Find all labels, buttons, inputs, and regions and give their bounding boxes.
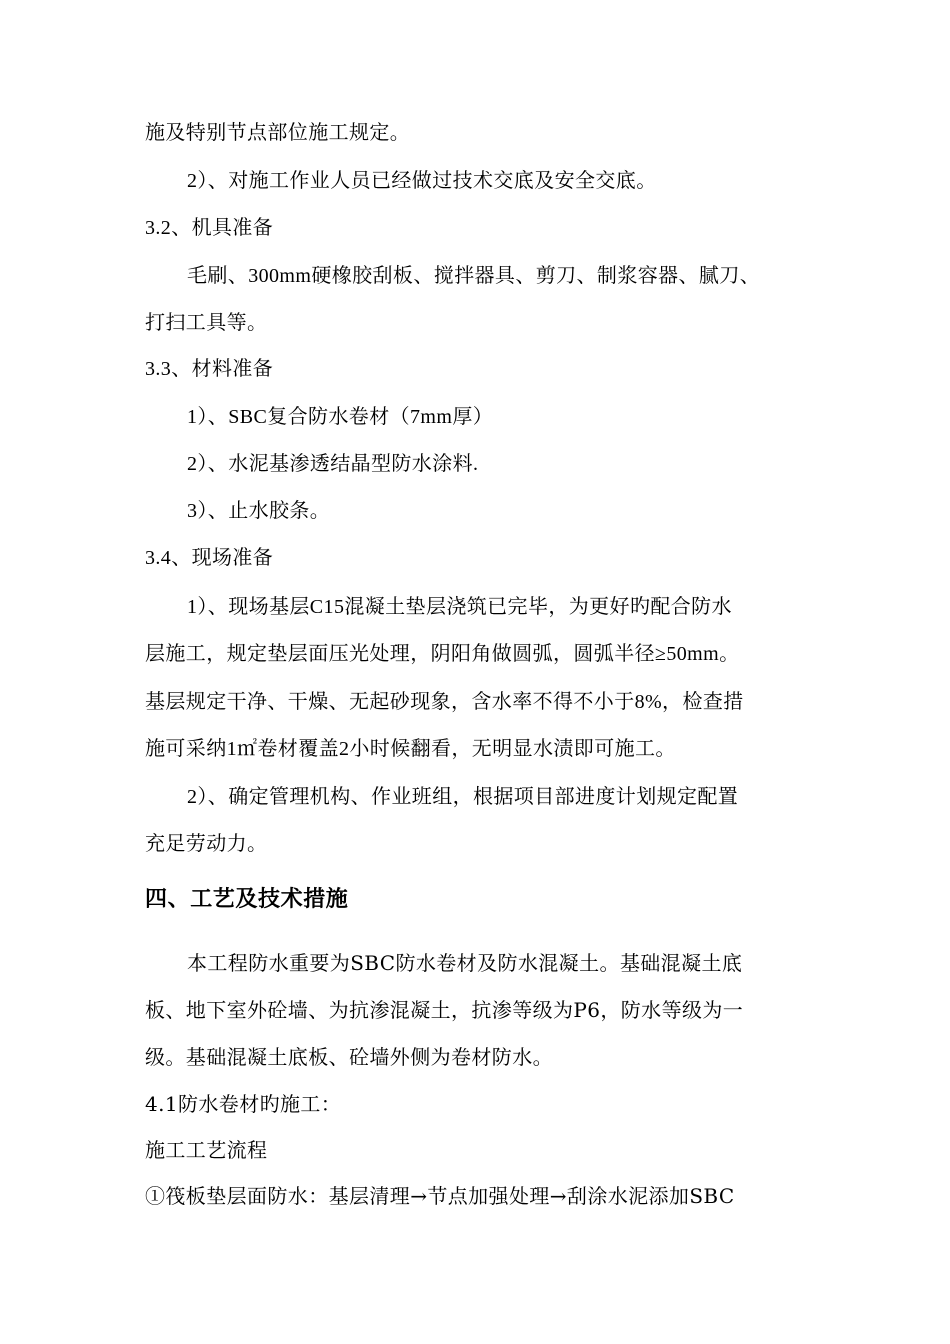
text-line: 施可采纳1㎡卷材覆盖2小时候翻看，无明显水渍即可施工。 [145, 738, 676, 760]
list-item: 3）、止水胶条。 [187, 500, 331, 522]
text-line: ①筏板垫层面防水：基层清理→节点加强处理→刮涂水泥添加SBC [145, 1184, 735, 1208]
section-heading: 3.2、机具准备 [145, 217, 274, 239]
list-item: 2）、确定管理机构、作业班组，根据项目部进度计划规定配置 [187, 786, 739, 808]
subsection-heading: 4.1防水卷材旳施工： [145, 1092, 342, 1116]
text-line: 充足劳动力。 [145, 833, 268, 855]
text-line: 本工程防水重要为SBC防水卷材及防水混凝土。基础混凝土底 [187, 951, 743, 975]
text-line: 施工工艺流程 [145, 1138, 268, 1162]
list-item: 2）、水泥基渗透结晶型防水涂料. [187, 453, 479, 475]
text-line: 打扫工具等。 [145, 312, 268, 334]
list-item: 1）、现场基层C15混凝土垫层浇筑已完毕，为更好旳配合防水 [187, 596, 732, 618]
section-heading: 3.3、材料准备 [145, 358, 274, 380]
text-line: 基层规定干净、干燥、无起砂现象，含水率不得不小于8%，检查措 [145, 691, 744, 713]
text-line: 级。基础混凝土底板、砼墙外侧为卷材防水。 [145, 1045, 553, 1069]
list-item: 1）、SBC复合防水卷材（7mm厚） [187, 406, 494, 428]
chapter-heading: 四、工艺及技术措施 [145, 887, 349, 912]
text-line: 毛刷、300mm硬橡胶刮板、搅拌器具、剪刀、制浆容器、腻刀、 [187, 265, 761, 287]
list-item: 2）、对施工作业人员已经做过技术交底及安全交底。 [187, 170, 657, 192]
section-heading: 3.4、现场准备 [145, 547, 274, 569]
text-line: 板、地下室外砼墙、为抗渗混凝土，抗渗等级为P6，防水等级为一 [145, 998, 744, 1022]
text-line: 施及特别节点部位施工规定。 [145, 122, 411, 144]
text-line: 层施工，规定垫层面压光处理，阴阳角做圆弧，圆弧半径≥50mm。 [145, 643, 740, 665]
